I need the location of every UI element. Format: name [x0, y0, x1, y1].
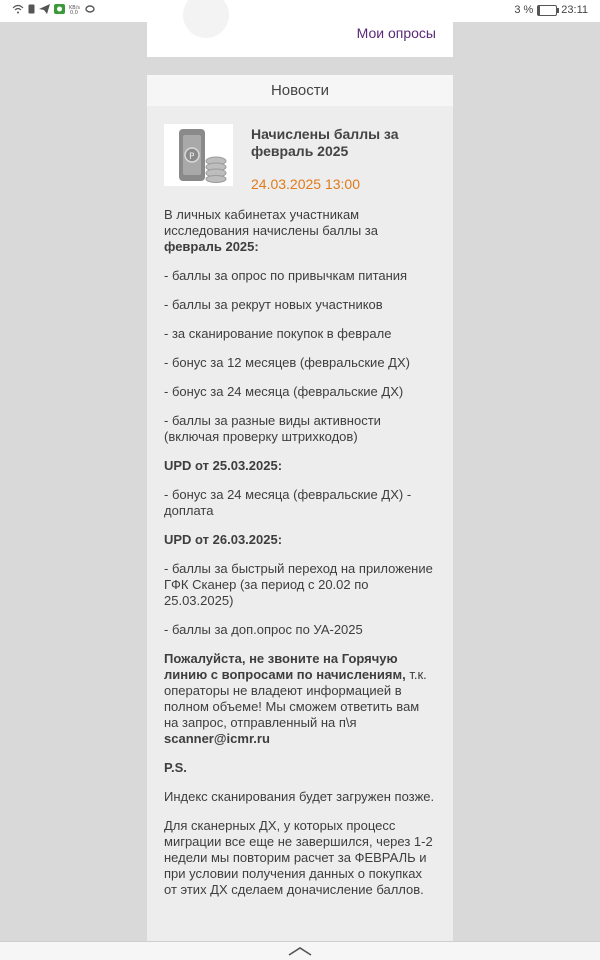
intro-text: В личных кабинетах участникам исследования начислены баллы за — [164, 207, 378, 238]
avatar — [183, 0, 229, 38]
news-item-date: 24.03.2025 13:00 — [251, 176, 360, 192]
sim-icon — [28, 4, 35, 14]
warning-text: т.к. операторы не владеют информацией в полном объеме! Мы сможем ответить вам на запрос, отправленный на п\я — [164, 667, 427, 730]
points-coins-icon — [169, 127, 229, 183]
status-bar — [0, 0, 600, 22]
link-icon — [85, 5, 95, 13]
news-item-meta — [251, 124, 436, 192]
warning-bold: Пожалуйста, не звоните на Горячую линию с вопросами по начислениям, — [164, 651, 406, 682]
news-card — [147, 75, 453, 941]
svg-text:KB/s: KB/s — [69, 5, 80, 11]
status-icons — [12, 4, 95, 14]
ps-text: Индекс сканирования будет загружен позже. — [164, 789, 435, 804]
upd2-line: - баллы за быстрый переход на приложение ГФК Сканер (за период с 20.02 по 25.03.2025) — [164, 561, 433, 608]
upd1-text: - бонус за 24 месяца (февральские ДХ) - доплата — [164, 487, 412, 518]
bottom-bar — [0, 941, 600, 960]
upd2-title — [164, 532, 436, 548]
news-item[interactable] — [147, 106, 453, 898]
bullet-line: - бонус за 12 месяцев (февральские ДХ) — [164, 355, 410, 370]
news-item-title: Начислены баллы за февраль 2025 — [251, 126, 399, 159]
speed-icon — [69, 4, 81, 14]
news-thumbnail — [164, 124, 233, 186]
ps-title-text: P.S. — [164, 760, 187, 775]
bullet-line: - баллы за опрос по привычкам питания — [164, 268, 408, 283]
intro-paragraph — [164, 207, 436, 255]
my-polls-link[interactable]: Мои опросы — [356, 25, 436, 41]
bullet-line: - баллы за рекрут новых участников — [164, 297, 383, 312]
chevron-up-icon[interactable] — [288, 946, 312, 956]
upd2-line: - баллы за доп.опрос по УА-2025 — [164, 622, 363, 637]
profile-card — [147, 22, 453, 57]
bullet-line: - бонус за 24 месяца (февральские ДХ) — [164, 384, 404, 399]
svg-text:P: P — [188, 152, 194, 162]
telegram-icon — [39, 4, 50, 14]
bullet-line: - баллы за разные виды активности (включая проверку штрихкодов) — [164, 413, 381, 444]
email-link[interactable]: scanner@icmr.ru — [164, 731, 270, 746]
battery-percent: 3 % — [514, 4, 534, 16]
final-paragraph: Для сканерных ДХ, у которых процесс миграции все еще не завершился, через 1-2 недели мы повторим расчет за ФЕВРАЛЬ и при условии получения данных о покупках от этих ДХ сделаем доначисление баллов. — [164, 818, 433, 897]
battery-icon — [537, 5, 557, 16]
upd1-title — [164, 458, 436, 474]
news-item-body — [164, 207, 436, 898]
news-header: Новости — [147, 75, 453, 106]
status-right — [514, 4, 588, 16]
messenger-icon — [54, 4, 65, 14]
ps-title — [164, 760, 436, 776]
bullet-line: - за сканирование покупок в феврале — [164, 326, 392, 341]
intro-bold: февраль 2025: — [164, 239, 259, 254]
news-item-head — [164, 124, 436, 192]
warning-paragraph — [164, 651, 436, 747]
upd1-title-text: UPD от 25.03.2025: — [164, 458, 283, 473]
wifi-icon — [12, 4, 24, 14]
clock: 23:11 — [561, 4, 588, 16]
upd2-title-text: UPD от 26.03.2025: — [164, 532, 283, 547]
svg-text:0.0: 0.0 — [70, 10, 78, 14]
